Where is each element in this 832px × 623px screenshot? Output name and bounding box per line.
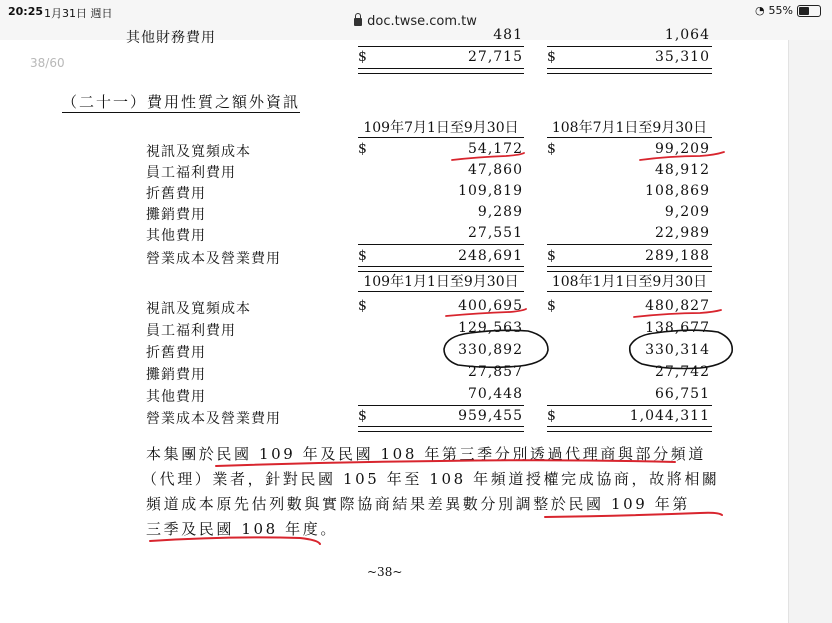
q3-row-label: 員工福利費用 <box>146 165 236 181</box>
currency-symbol: $ <box>358 49 367 65</box>
q3-total-label: 營業成本及營業費用 <box>146 251 281 267</box>
status-time: 20:25 <box>8 5 44 18</box>
currency-symbol: $ <box>358 298 367 314</box>
rule <box>358 244 524 245</box>
note-line: 頻道成本原先估列數與實際協商結果差異數分別調整於民國 109 年第 <box>146 495 690 513</box>
top-total-v108: 35,310 <box>655 49 710 65</box>
note-line: 本集團於民國 109 年及民國 108 年第三季分別透過代理商與部分頻道 <box>146 445 706 463</box>
ytd-row-v108: 66,751 <box>655 386 710 402</box>
q3-row-v108: 48,912 <box>655 162 710 178</box>
url-text: doc.twse.com.tw <box>367 14 477 29</box>
note-line: 三季及民國 108 年度。 <box>146 520 338 538</box>
q3-row-v109: 109,819 <box>458 183 523 199</box>
ytd-row-v109: 129,563 <box>458 320 523 336</box>
section-title: （二十一）費用性質之額外資訊 <box>62 93 301 111</box>
double-rule <box>358 68 524 74</box>
battery-icon <box>797 5 821 17</box>
q3-row-label: 折舊費用 <box>146 186 206 202</box>
lock-icon <box>354 18 362 26</box>
ytd-row-v108: 480,827 <box>645 298 710 314</box>
q3-row-v109: 54,172 <box>468 141 523 157</box>
q3-header-109: 109年7月1日至9月30日 <box>358 117 524 138</box>
q3-row-v109: 27,551 <box>468 225 523 241</box>
currency-symbol: $ <box>547 408 556 424</box>
q3-row-v108: 108,869 <box>645 183 710 199</box>
status-indicators <box>755 4 821 17</box>
note-line: （代理）業者，針對民國 105 年至 108 年頻道授權完成協商，故將相關 <box>142 470 720 488</box>
ytd-row-label: 員工福利費用 <box>146 323 236 339</box>
page-indicator: 38/60 <box>30 56 65 70</box>
currency-symbol: $ <box>358 408 367 424</box>
q3-total-v108: 289,188 <box>645 248 710 264</box>
q3-row-v108: 22,989 <box>655 225 710 241</box>
currency-symbol: $ <box>547 49 556 65</box>
ytd-header-109: 109年1月1日至9月30日 <box>358 271 524 292</box>
rule <box>547 244 712 245</box>
top-partial-v108: 1,064 <box>664 27 710 43</box>
ytd-row-v108: 330,314 <box>645 342 710 358</box>
ytd-row-label: 攤銷費用 <box>146 367 206 383</box>
ytd-row-label: 其他費用 <box>146 389 206 405</box>
rule <box>358 46 524 47</box>
ytd-row-label: 折舊費用 <box>146 345 206 361</box>
ytd-row-v108: 27,742 <box>655 364 710 380</box>
ytd-header-108: 108年1月1日至9月30日 <box>547 271 712 292</box>
double-rule <box>358 426 524 432</box>
top-partial-v109: 481 <box>493 27 523 43</box>
q3-row-label: 攤銷費用 <box>146 207 206 223</box>
q3-row-v109: 9,289 <box>477 204 523 220</box>
ytd-row-label: 視訊及寬頻成本 <box>146 301 251 317</box>
top-total-v109: 27,715 <box>468 49 523 65</box>
scrollbar[interactable] <box>788 40 832 623</box>
q3-row-v108: 99,209 <box>655 141 710 157</box>
status-date: 1月31日 週日 <box>44 7 113 20</box>
ytd-total-v109: 959,455 <box>458 408 523 424</box>
q3-row-v109: 47,860 <box>468 162 523 178</box>
pdf-page[interactable] <box>0 27 788 623</box>
currency-symbol: $ <box>358 141 367 157</box>
wifi-icon: ◔ <box>754 4 765 17</box>
ytd-row-v109: 70,448 <box>468 386 523 402</box>
ytd-total-v108: 1,044,311 <box>629 408 710 424</box>
ytd-row-v108: 138,677 <box>645 320 710 336</box>
currency-symbol: $ <box>547 141 556 157</box>
currency-symbol: $ <box>547 298 556 314</box>
q3-header-108: 108年7月1日至9月30日 <box>547 117 712 138</box>
q3-row-v108: 9,209 <box>664 204 710 220</box>
ytd-row-v109: 27,857 <box>468 364 523 380</box>
top-partial-label: 其他財務費用 <box>126 30 216 46</box>
ytd-row-v109: 400,695 <box>458 298 523 314</box>
currency-symbol: $ <box>547 248 556 264</box>
q3-total-v109: 248,691 <box>458 248 523 264</box>
q3-row-label: 其他費用 <box>146 228 206 244</box>
double-rule <box>547 68 712 74</box>
rule <box>358 405 524 406</box>
currency-symbol: $ <box>358 248 367 264</box>
q3-row-label: 視訊及寬頻成本 <box>146 144 251 160</box>
ytd-row-v109: 330,892 <box>458 342 523 358</box>
battery-fill <box>799 7 809 15</box>
page-footer: ~38~ <box>367 565 403 579</box>
double-rule <box>547 426 712 432</box>
ytd-total-label: 營業成本及營業費用 <box>146 411 281 427</box>
rule <box>547 405 712 406</box>
rule <box>547 46 712 47</box>
battery-percent: 55% <box>768 4 793 17</box>
